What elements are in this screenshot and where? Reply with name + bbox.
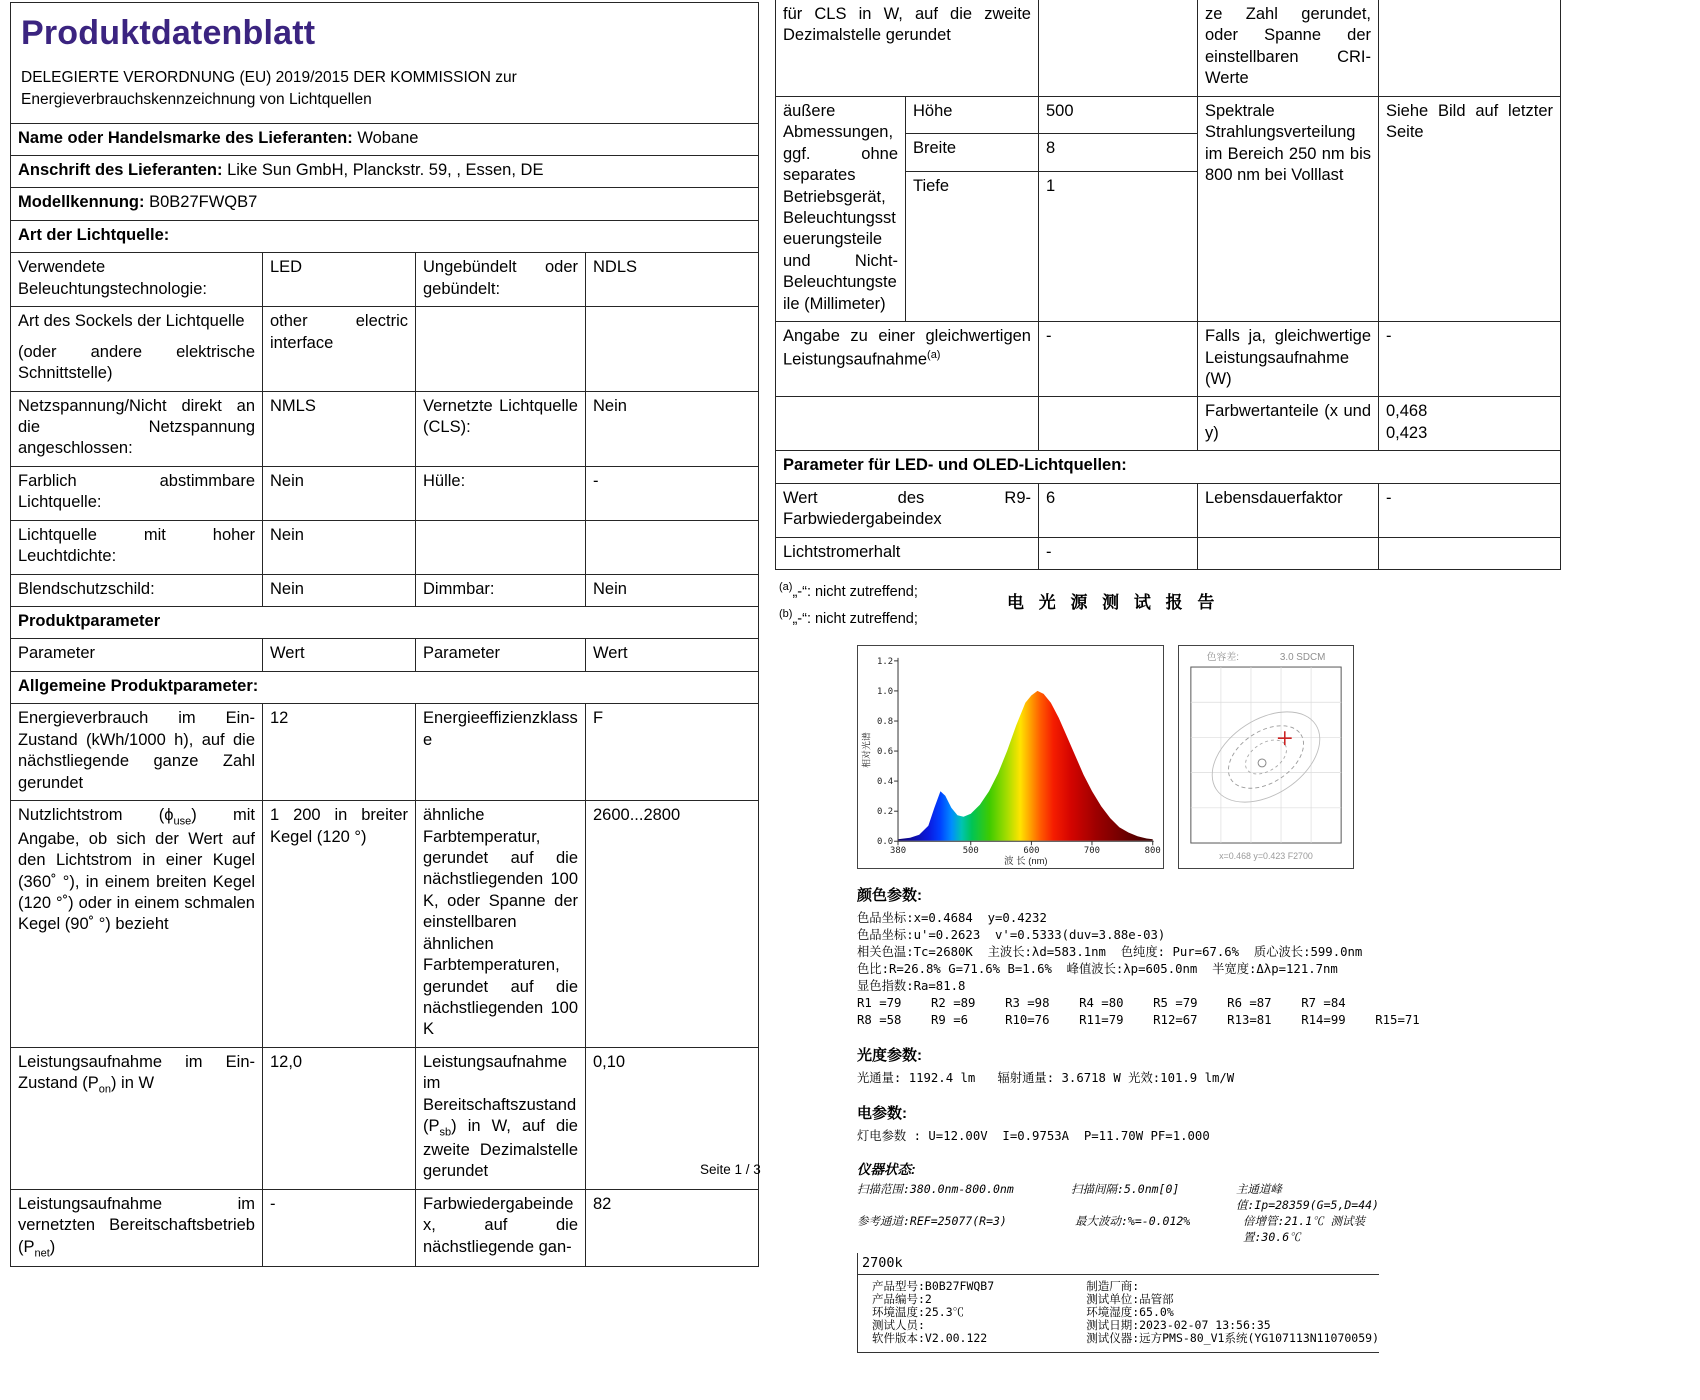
report-line: 色比:R=26.8% G=71.6% B=1.6% 峰值波长:λp=605.0nm 半宽度:Δλp=121.7nm xyxy=(857,962,1338,976)
model-row xyxy=(11,188,759,220)
y-axis-title: 相对光谱 xyxy=(861,732,872,768)
param-label-cell xyxy=(416,307,586,391)
footer-line: 测试日期:2023-02-07 13:56:35 xyxy=(1086,1318,1271,1332)
product-params-header: Produktparameter xyxy=(11,607,759,639)
report-footer-table xyxy=(858,1274,1379,1353)
empty-cell xyxy=(1379,537,1561,569)
photometric-parameters-section xyxy=(857,1044,1379,1087)
param-value-cell xyxy=(586,307,759,391)
spectral-value-cell: Siehe Bild auf letzter Seite xyxy=(1379,96,1561,321)
report-line: 色品坐标:u'=0.2623 v'=0.5333(duv=3.88e-03) xyxy=(857,928,1166,942)
footnote-a-text: „-“: nicht zutreffend; xyxy=(792,583,918,600)
instrument-value: 倍增管:21.1℃ 测试装置:30.6℃ xyxy=(1243,1214,1366,1244)
param-label-cell: Vernetzte Lichtquelle (CLS): xyxy=(416,391,586,466)
param-value-cell: - xyxy=(1039,322,1198,397)
param-value-cell xyxy=(1379,0,1561,96)
footnote-b-text: „-“: nicht zutreffend; xyxy=(792,610,918,627)
tolerance-ellipses xyxy=(1196,693,1336,821)
equivalent-power-row xyxy=(776,322,1561,397)
psb-label-post: ) in W, auf die zweite Dezimalstelle gerundet xyxy=(423,1117,578,1181)
spectral-chart-box xyxy=(857,645,1164,869)
title-cell xyxy=(11,3,759,124)
svg-text:0.6: 0.6 xyxy=(876,747,894,758)
dim-name-cell: Tiefe xyxy=(906,172,1039,322)
footer-line: 测试人员: xyxy=(872,1318,925,1332)
x-axis-title: 波 长 (nm) xyxy=(1004,855,1048,867)
param-label-cell: Energieverbrauch im Ein-Zustand (kWh/1000 h), auf die nächstliegende ganze Zahl gerundet xyxy=(11,704,263,801)
section-header-row xyxy=(11,607,759,639)
param-label-cell: Falls ja, gleichwertige Leistungsaufnahme (W) xyxy=(1198,322,1379,397)
measured-point-cross-icon xyxy=(1278,731,1292,745)
svg-text:500: 500 xyxy=(962,846,979,857)
svg-text:1.0: 1.0 xyxy=(876,686,894,697)
diagram-grid xyxy=(1191,667,1341,843)
col-header-wert: Wert xyxy=(263,639,416,671)
address-label: Anschrift des Lieferanten: xyxy=(18,161,223,179)
product-datasheet-table xyxy=(10,2,759,1267)
doc-subtitle: DELEGIERTE VERORDNUNG (EU) 2019/2015 DER KOMMISSION zur Energieverbrauchskennzeichnung von Lichtquellen xyxy=(21,69,517,108)
param-label-cell: Wert des R9-Farbwiedergabeindex xyxy=(776,483,1039,537)
footer-line: 环境湿度:65.0% xyxy=(1086,1305,1174,1319)
table-row xyxy=(11,574,759,606)
instrument-header: 仪器状态: xyxy=(857,1162,916,1177)
param-label-cell: Netzspannung/Nicht direkt an die Netzspannung angeschlossen: xyxy=(11,391,263,466)
param-label-cell xyxy=(11,307,263,391)
svg-text:700: 700 xyxy=(1083,846,1101,857)
psb-label-sub: sb xyxy=(439,1126,452,1139)
type-header-row xyxy=(11,220,759,252)
param-label-cell: Energieeffizienzklasse xyxy=(416,704,586,801)
color-tolerance-label: 色容差: xyxy=(1206,652,1240,664)
empty-cell xyxy=(776,397,1039,451)
param-label-cell: Farbwertanteile (x und y) xyxy=(1198,397,1379,451)
column-header-row xyxy=(11,639,759,671)
section-header-row xyxy=(11,671,759,703)
pnet-label-sub: net xyxy=(34,1246,50,1259)
svg-text:600: 600 xyxy=(1023,846,1040,857)
flux-label-sub: use xyxy=(173,815,192,828)
table-row xyxy=(11,801,759,1048)
param-label-cell xyxy=(776,322,1039,397)
param-value-cell: Nein xyxy=(586,574,759,606)
param-value-cell: 0,10 xyxy=(586,1047,759,1189)
socket-label-line2: (oder andere elektrische Schnittstelle) xyxy=(18,342,255,383)
model-label: Modellkennung: xyxy=(18,193,145,212)
param-value-cell: Nein xyxy=(263,520,416,574)
param-label-cell xyxy=(11,801,263,1048)
color-parameters-section xyxy=(857,884,1420,1029)
dim-name-cell: Höhe xyxy=(906,96,1039,134)
param-value-cell: 82 xyxy=(586,1189,759,1266)
param-label-cell xyxy=(416,520,586,574)
table-row xyxy=(11,307,759,391)
instrument-value: 扫描范围:380.0nm-800.0nm xyxy=(857,1182,1014,1196)
param-value-cell xyxy=(1379,397,1561,451)
footnote-a-marker: (a) xyxy=(779,581,793,594)
table-row xyxy=(11,1189,759,1266)
datasheet-left-column xyxy=(10,2,758,1267)
param-value-cell: 6 xyxy=(1039,483,1198,537)
flux-label-pre: Nutzlichtstrom (ϕ xyxy=(18,806,174,825)
report-line: 光通量: 1192.4 lm 辐射通量: 3.6718 W 光效:101.9 lm/W xyxy=(857,1071,1235,1085)
test-report-title: 电 光 源 测 试 报 告 xyxy=(1007,593,1220,613)
footer-line: 测试仪器:远方PMS-80_V1系统(YG107113N11070059) xyxy=(1086,1331,1379,1345)
r9-row xyxy=(776,483,1561,537)
chromaticity-box xyxy=(1178,645,1354,869)
svg-text:380: 380 xyxy=(889,846,907,857)
flux-label-post: ) mit Angabe, ob sich der Wert auf den Lichtstrom in einer Kugel (360˚ °), in einem breiten Kegel (120 °˚) oder in einem schmalen Kegel (90˚ °) bezieht xyxy=(18,806,256,934)
instrument-line xyxy=(857,1213,1379,1245)
instrument-value: 扫描间隔:5.0nm[0] xyxy=(1071,1182,1180,1196)
svg-text:1.2: 1.2 xyxy=(876,656,894,667)
param-value-cell: NMLS xyxy=(263,391,416,466)
instrument-value: 最大波动:%=-0.012% xyxy=(1075,1214,1191,1228)
param-value-cell: - xyxy=(1039,537,1198,569)
param-label-cell: Farblich abstimmbare Lichtquelle: xyxy=(11,466,263,520)
led-params-header: Parameter für LED- und OLED-Lichtquellen: xyxy=(776,451,1561,483)
color-temperature-label: 2700k xyxy=(862,1255,903,1271)
table-row xyxy=(11,253,759,307)
page-title: Produktdatenblatt xyxy=(21,14,316,52)
datasheet-right-column xyxy=(775,0,1560,1353)
chromaticity-diagram xyxy=(1179,646,1353,868)
param-value-cell: - xyxy=(586,466,759,520)
equiv-label: Angabe zu einer gleichwertigen Leistungsaufnahme xyxy=(783,327,1031,369)
color-tolerance-value: 3.0 SDCM xyxy=(1279,652,1326,664)
continuation-row xyxy=(776,0,1561,96)
param-value-cell: 1 200 in breiter Kegel (120 °) xyxy=(263,801,416,1048)
instrument-value: 主通道峰值:Ip=28359(G=5,D=44) xyxy=(1235,1182,1379,1212)
param-value-cell: 12 xyxy=(263,704,416,801)
supplier-value: Wobane xyxy=(357,128,419,147)
dimensions-row xyxy=(776,96,1561,134)
param-label-cell xyxy=(416,1047,586,1189)
param-value-cell xyxy=(586,520,759,574)
pon-label-pre: Leistungsaufnahme im Ein-Zustand (P xyxy=(18,1052,255,1093)
color-parameters-header: 颜色参数: xyxy=(857,887,922,904)
measured-coords-text: x=0.468 y=0.423 F2700 xyxy=(1219,850,1313,861)
footnote-b xyxy=(779,605,1007,631)
svg-text:0.2: 0.2 xyxy=(876,807,894,818)
spectral-distribution-chart xyxy=(858,646,1163,868)
param-label-cell: Lebensdauerfaktor xyxy=(1198,483,1379,537)
supplier-cell xyxy=(11,123,759,155)
report-line: R8 =58 R9 =6 R10=76 R11=79 R12=67 R13=81 R14=99 R15=71 xyxy=(857,1013,1420,1027)
nominal-center-marker xyxy=(1258,759,1266,767)
spectrum-curve xyxy=(898,691,1153,841)
svg-text:0.0: 0.0 xyxy=(876,837,894,848)
param-label-cell: ähnliche Farbtemperatur, gerundet auf die nächstliegenden 100 K, oder Spanne der einstellbaren ähnlichen Farbtemperaturen, gerundet auf die nächstliegenden 100 K xyxy=(416,801,586,1048)
model-cell xyxy=(11,188,759,220)
param-label-cell: Dimmbar: xyxy=(416,574,586,606)
table-row xyxy=(11,1047,759,1189)
param-label-cell: Lichtquelle mit hoher Leuchtdichte: xyxy=(11,520,263,574)
param-value-cell: - xyxy=(1379,322,1561,397)
supplier-row xyxy=(11,123,759,155)
page-number: Seite 1 / 3 xyxy=(700,1162,761,1177)
param-value-cell: - xyxy=(1379,483,1561,537)
footer-line: 测试单位:品管部 xyxy=(1086,1292,1174,1306)
pnet-label-post: ) xyxy=(49,1237,56,1256)
footer-line: 软件版本:V2.00.122 xyxy=(872,1331,988,1345)
svg-text:0.4: 0.4 xyxy=(876,777,894,788)
footer-line: 产品型号:B0B27FWQB7 xyxy=(872,1279,995,1293)
svg-text:800: 800 xyxy=(1144,846,1161,857)
empty-cell xyxy=(1039,397,1198,451)
param-value-cell: F xyxy=(586,704,759,801)
col-header-parameter: Parameter xyxy=(11,639,263,671)
param-value-cell: NDLS xyxy=(586,253,759,307)
param-value-cell: 12,0 xyxy=(263,1047,416,1189)
dimensions-label-cell: äußere Abmessungen, ggf. ohne separates Betriebsgerät, Beleuchtungssteuerungsteile und Nicht-Beleuchtungsteile (Millimeter) xyxy=(776,96,906,321)
footer-line: 环境温度:25.3℃ xyxy=(872,1305,965,1319)
report-line: 相关色温:Tc=2680K 主波长:λd=583.1nm 色纯度: Pur=67.6% 质心波长:599.0nm xyxy=(857,945,1363,959)
param-value-cell: Nein xyxy=(263,466,416,520)
section-header-row xyxy=(776,451,1561,483)
param-label-cell: Blendschutzschild: xyxy=(11,574,263,606)
report-line: R1 =79 R2 =89 R3 =98 R4 =80 R5 =79 R6 =87 R7 =84 xyxy=(857,996,1346,1010)
empty-cell xyxy=(1198,537,1379,569)
param-label-cell: Farbwiedergabeindex, auf die nächstliegende gan- xyxy=(416,1189,586,1266)
footnote-a xyxy=(779,578,1007,604)
param-label-cell: Verwendete Beleuchtungstechnologie: xyxy=(11,253,263,307)
footnotes-and-title xyxy=(775,578,1560,631)
param-value-cell: - xyxy=(263,1189,416,1266)
param-value-cell: other electric interface xyxy=(263,307,416,391)
footer-left-column xyxy=(872,1280,1086,1345)
address-row xyxy=(11,156,759,188)
lumen-maintenance-row xyxy=(776,537,1561,569)
color-coord-x: 0,468 xyxy=(1386,402,1428,421)
report-line: 色品坐标:x=0.4684 y=0.4232 xyxy=(857,911,1047,925)
param-label-cell: Ungebündelt oder gebündelt: xyxy=(416,253,586,307)
pnet-label-pre: Leistungsaufnahme im vernetzten Bereitschaftsbetrieb (P xyxy=(18,1194,255,1256)
table-row xyxy=(11,520,759,574)
equiv-footnote-marker: (a) xyxy=(927,348,941,361)
type-header-cell: Art der Lichtquelle: xyxy=(11,220,759,252)
instrument-value: 参考通道:REF=25077(R=3) xyxy=(857,1214,1007,1228)
col-header-wert: Wert xyxy=(586,639,759,671)
dim-value-cell: 500 xyxy=(1039,96,1198,134)
spectral-label-cell: Spektrale Strahlungsverteilung im Bereich 250 nm bis 800 nm bei Volllast xyxy=(1198,96,1379,321)
param-value-cell xyxy=(1039,0,1198,96)
footer-line: 产品编号:2 xyxy=(872,1292,932,1306)
report-line: 灯电参数 : U=12.00V I=0.9753A P=11.70W PF=1.000 xyxy=(857,1129,1210,1143)
electrical-parameters-section xyxy=(857,1102,1379,1145)
footnote-b-marker: (b) xyxy=(779,607,793,620)
param-value-cell: Nein xyxy=(586,391,759,466)
table-row xyxy=(11,704,759,801)
photometric-header: 光度参数: xyxy=(857,1047,922,1064)
charts-row xyxy=(857,645,1379,869)
param-label-cell xyxy=(11,1189,263,1266)
col-header-parameter: Parameter xyxy=(416,639,586,671)
param-value-cell: Nein xyxy=(263,574,416,606)
model-value: B0B27FWQB7 xyxy=(149,193,258,212)
param-value-cell: LED xyxy=(263,253,416,307)
param-label-cell xyxy=(11,1047,263,1189)
electrical-header: 电参数: xyxy=(857,1105,907,1122)
dim-value-cell: 1 xyxy=(1039,172,1198,322)
param-label-cell: ze Zahl gerundet, oder Spanne der einstellbaren CRI-Werte xyxy=(1198,0,1379,96)
table-row xyxy=(11,466,759,520)
address-cell xyxy=(11,156,759,188)
color-coord-y: 0,423 xyxy=(1386,423,1428,442)
test-report xyxy=(857,645,1420,1353)
footer-right-column xyxy=(1086,1280,1379,1345)
psb-label-pre: Leistungsaufnahme im Bereitschaftszustand (P xyxy=(423,1052,577,1136)
instrument-line xyxy=(857,1181,1379,1213)
report-line: 显色指数:Ra=81.8 xyxy=(857,979,966,993)
footnotes xyxy=(775,578,1007,631)
diagram-frame xyxy=(1191,667,1341,843)
dim-name-cell: Breite xyxy=(906,134,1039,172)
general-params-header: Allgemeine Produktparameter: xyxy=(11,671,759,703)
param-label-cell: für CLS in W, auf die zweite Dezimalstelle gerundet xyxy=(776,0,1039,96)
pon-label-post: ) in W xyxy=(110,1074,155,1093)
table-row xyxy=(11,391,759,466)
title-row xyxy=(11,3,759,124)
dim-value-cell: 8 xyxy=(1039,134,1198,172)
instrument-status-section xyxy=(857,1158,1379,1245)
report-footer-block xyxy=(857,1253,1379,1353)
param-value-cell: 2600...2800 xyxy=(586,801,759,1048)
param-label-cell: Lichtstromerhalt xyxy=(776,537,1039,569)
svg-text:0.8: 0.8 xyxy=(876,716,894,727)
supplier-label: Name oder Handelsmarke des Lieferanten: xyxy=(18,128,353,147)
footer-line: 制造厂商: xyxy=(1086,1279,1140,1293)
product-datasheet-table-continued xyxy=(775,0,1561,570)
color-coordinates-row xyxy=(776,397,1561,451)
address-value: Like Sun GmbH, Planckstr. 59, , Essen, DE xyxy=(227,161,544,179)
socket-label-line1: Art des Sockels der Lichtquelle xyxy=(18,312,245,331)
param-label-cell: Hülle: xyxy=(416,466,586,520)
pon-label-sub: on xyxy=(98,1083,111,1096)
